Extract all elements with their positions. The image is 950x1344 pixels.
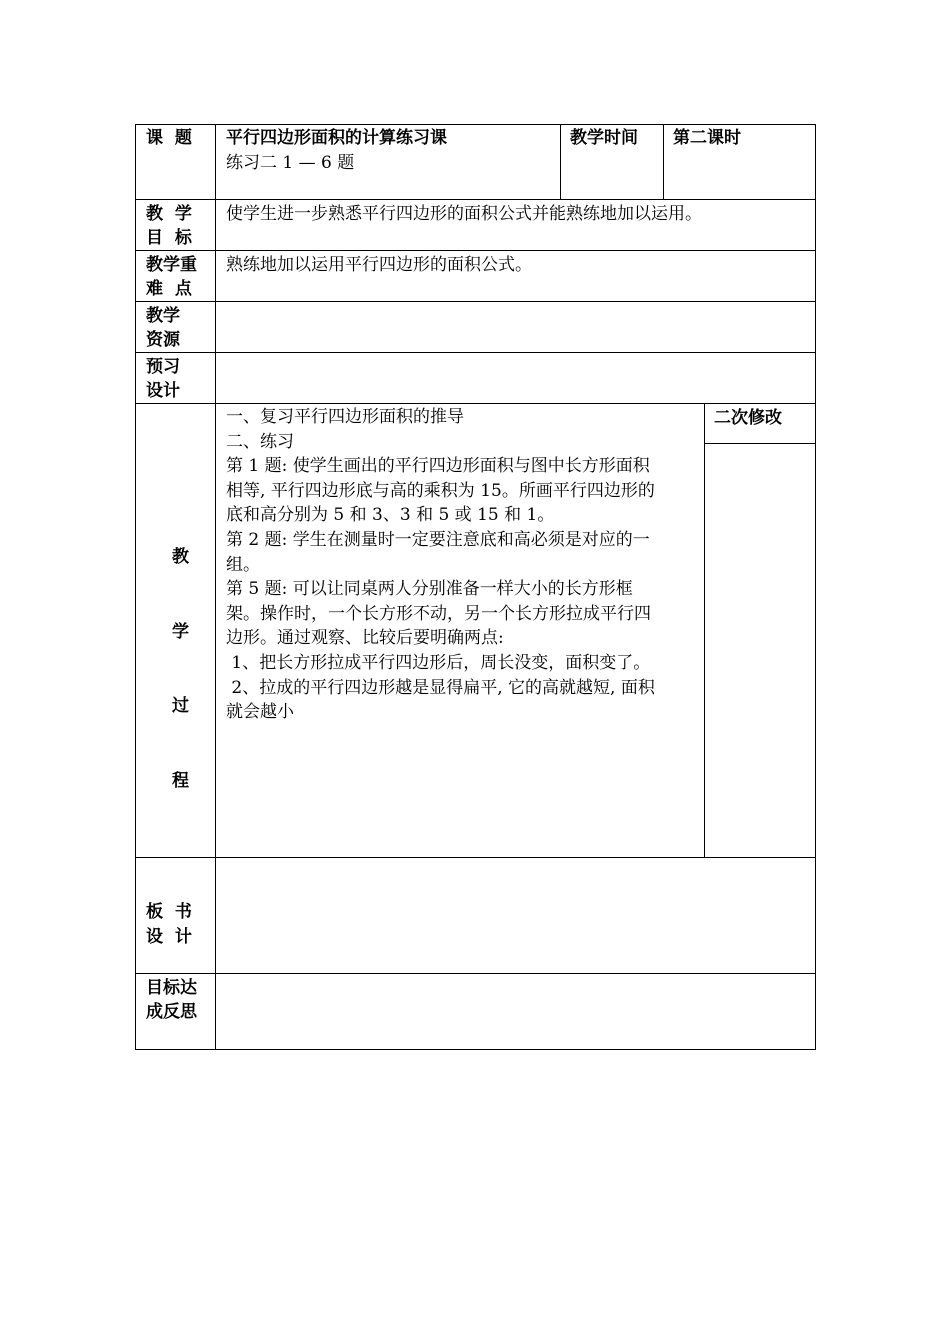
topic-title: 平行四边形面积的计算练习课 [226, 128, 447, 148]
topic-subtitle: 练习二 1 — 6 题 [226, 153, 355, 173]
resources-label-2: 资源 [146, 330, 180, 350]
keypoints-text: 熟练地加以运用平行四边形的面积公式。 [226, 255, 532, 275]
process-line: 第 5 题: 可以让同桌两人分别准备一样大小的长方形框 [226, 579, 633, 600]
table-border [135, 124, 816, 125]
process-line: 底和高分别为 5 和 3、3 和 5 或 15 和 1。 [226, 505, 555, 526]
reflection-label-2: 成反思 [146, 1002, 197, 1022]
process-line: 第 1 题: 使学生画出的平行四边形面积与图中长方形面积 [226, 456, 650, 477]
table-border [135, 199, 816, 200]
resources-label-1: 教学 [146, 306, 180, 326]
goals-text: 使学生进一步熟悉平行四边形的面积公式并能熟练地加以运用。 [226, 204, 702, 224]
reflection-label-1: 目标达 [146, 978, 197, 998]
process-line: 相等, 平行四边形底与高的乘积为 15。所画平行四边形的 [226, 480, 655, 501]
process-line: 边形。通过观察、比较后要明确两点: [226, 628, 504, 649]
process-line: 架。操作时，一个长方形不动，另一个长方形拉成平行四 [226, 603, 651, 624]
goals-label-2: 目 标 [146, 228, 192, 248]
teaching-time-value: 第二课时 [673, 128, 741, 148]
process-line: 一、复习平行四边形面积的推导 [226, 407, 464, 427]
preview-label-1: 预习 [146, 357, 180, 377]
teaching-time-label: 教学时间 [570, 128, 638, 148]
table-border [135, 973, 816, 974]
preview-label-2: 设计 [146, 381, 180, 401]
revision-label: 二次修改 [714, 408, 782, 428]
process-label-char: 教 [172, 547, 189, 567]
table-border [215, 124, 216, 1050]
table-border [135, 301, 816, 302]
keypoints-label-2: 难 点 [146, 279, 192, 299]
table-border [135, 250, 816, 251]
board-label-2: 设 计 [146, 927, 192, 947]
table-border [560, 124, 561, 199]
table-border [135, 403, 816, 404]
table-border [663, 124, 664, 199]
process-line: 2、拉成的平行四边形越是显得扁平, 它的高就越短, 面积 [226, 677, 655, 698]
process-label-char: 学 [172, 622, 189, 642]
topic-label: 课 题 [146, 128, 192, 148]
table-border [135, 857, 816, 858]
process-label-char: 过 [172, 696, 189, 716]
process-line: 二、练习 [226, 431, 294, 452]
table-border [704, 403, 705, 857]
table-border [135, 1049, 816, 1050]
board-label-1: 板 书 [146, 902, 192, 922]
process-line: 1、把长方形拉成平行四边形后，周长没变，面积变了。 [226, 653, 651, 673]
table-border [135, 124, 136, 1050]
process-line: 组。 [226, 554, 260, 575]
process-line: 就会越小 [226, 702, 294, 723]
table-border [135, 352, 816, 353]
goals-label-1: 教 学 [146, 204, 192, 224]
table-border [815, 124, 816, 1050]
process-line: 第 2 题: 学生在测量时一定要注意底和高必须是对应的一 [226, 530, 650, 550]
keypoints-label-1: 教学重 [146, 255, 197, 275]
process-label-char: 程 [172, 771, 189, 791]
table-border [704, 443, 816, 444]
